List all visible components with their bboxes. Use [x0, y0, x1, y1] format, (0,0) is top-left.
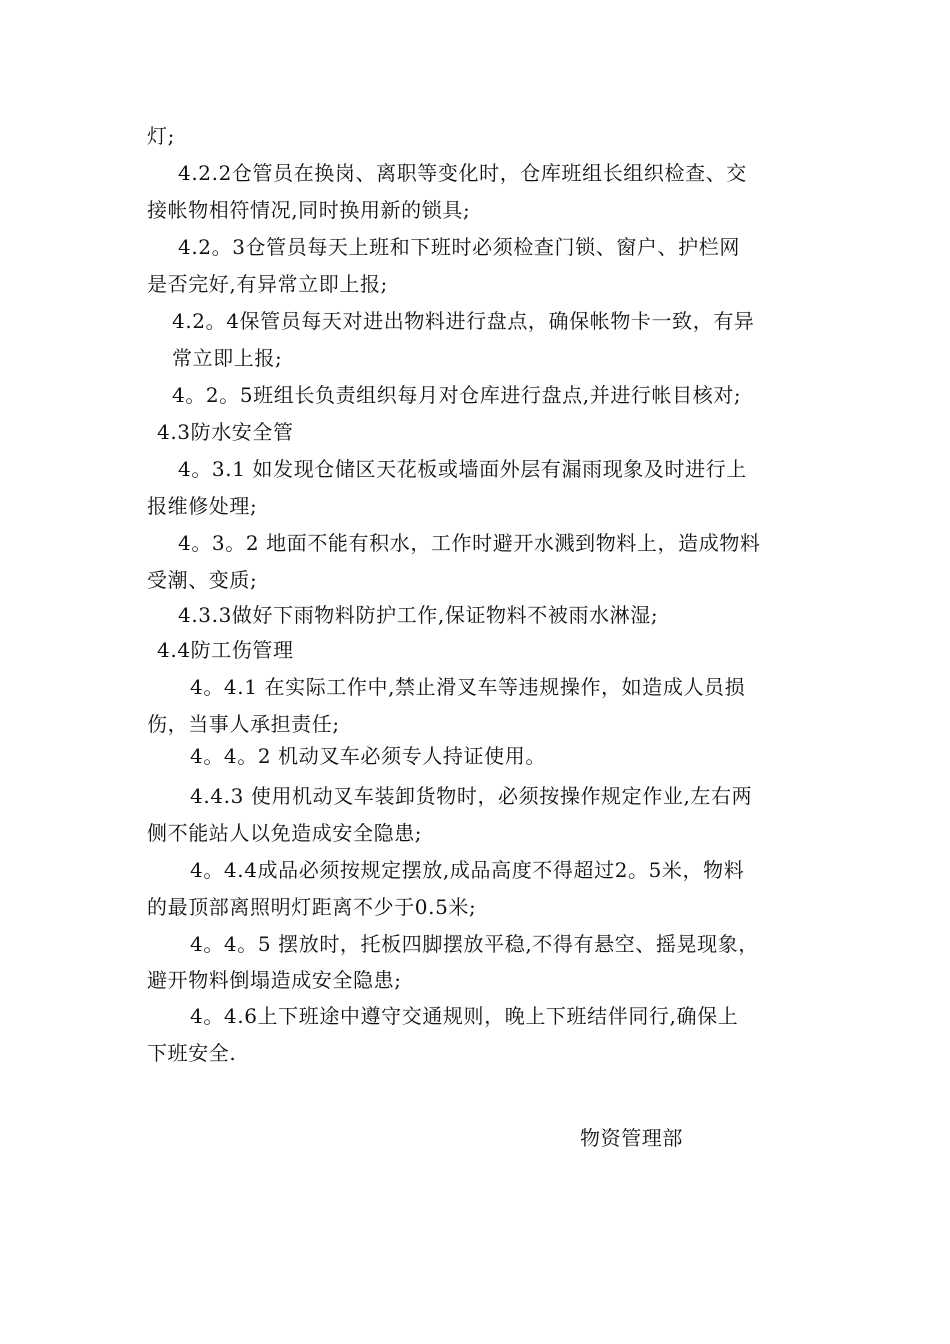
- text-line: 受潮、变质;: [147, 568, 258, 592]
- text-line: 4。4。5 摆放时，托板四脚摆放平稳,不得有悬空、摇晃现象，: [190, 932, 759, 956]
- text-line: 侧不能站人以免造成安全隐患;: [147, 821, 423, 845]
- text-line: 4。2。5班组长负责组织每月对仓库进行盘点,并进行帐目核对;: [172, 383, 742, 407]
- text-line: 下班安全.: [147, 1041, 237, 1065]
- text-line: 常立即上报;: [172, 346, 283, 370]
- text-line: 4。4。2 机动叉车必须专人持证使用。: [190, 744, 546, 768]
- section-heading: 4.4防工伤管理: [157, 638, 294, 662]
- text-line: 伤，当事人承担责任;: [147, 712, 340, 736]
- text-line: 4.4.3 使用机动叉车装卸货物时，必须按操作规定作业,左右两: [190, 784, 753, 808]
- text-line: 4.2.2仓管员在换岗、离职等变化时，仓库班组长组织检查、交: [178, 161, 747, 185]
- text-line: 灯;: [147, 124, 175, 148]
- text-line: 避开物料倒塌造成安全隐患;: [147, 968, 402, 992]
- text-line: 接帐物相符情况,同时换用新的锁具;: [147, 198, 471, 222]
- text-line: 是否完好,有异常立即上报;: [147, 272, 388, 296]
- text-line: 报维修处理;: [147, 494, 258, 518]
- text-line: 4。4.1 在实际工作中,禁止滑叉车等违规操作，如造成人员损: [190, 675, 746, 699]
- text-line: 的最顶部离照明灯距离不少于0.5米;: [147, 895, 477, 919]
- text-line: 4.3.3做好下雨物料防护工作,保证物料不被雨水淋湿;: [178, 603, 659, 627]
- signature-department: 物资管理部: [580, 1126, 683, 1150]
- text-line: 4。4.4成品必须按规定摆放,成品高度不得超过2。5米，物料: [190, 858, 745, 882]
- text-line: 4。4.6上下班途中遵守交通规则，晚上下班结伴同行,确保上: [190, 1004, 739, 1028]
- section-heading: 4.3防水安全管: [157, 420, 294, 444]
- text-line: 4。3。2 地面不能有积水，工作时避开水溅到物料上，造成物料: [178, 531, 761, 555]
- text-line: 4.2。3仓管员每天上班和下班时必须检查门锁、窗户、护栏网: [178, 235, 740, 259]
- text-line: 4.2。4保管员每天对进出物料进行盘点，确保帐物卡一致，有异: [172, 309, 755, 333]
- text-line: 4。3.1 如发现仓储区天花板或墙面外层有漏雨现象及时进行上: [178, 457, 747, 481]
